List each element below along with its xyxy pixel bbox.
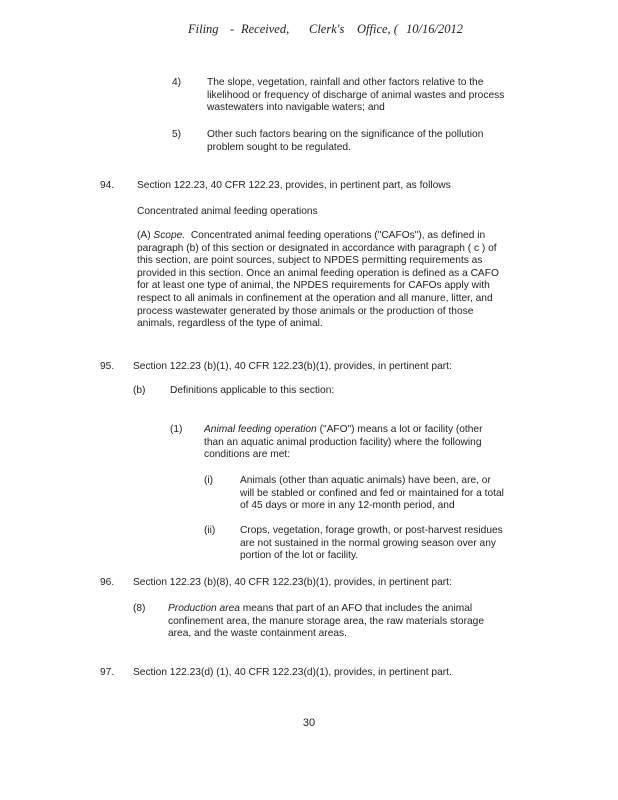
page-number: 30 — [302, 717, 316, 729]
header-dash: - — [230, 22, 235, 36]
paragraph-95-b-text: Definitions applicable to this section: — [170, 385, 335, 396]
list-item-number: 5) — [172, 129, 182, 140]
header-filing: Filing — [188, 22, 219, 36]
paragraph-94-body-line: paragraph (b) of this section or designated in accordance with paragraph ( c ) of — [137, 242, 497, 254]
paragraph-94-subhead: Concentrated animal feeding operations — [137, 206, 318, 217]
header-received: Received, — [241, 22, 290, 36]
paragraph-96-8-line: confinement area, the manure storage area, the raw materials storage — [168, 615, 484, 627]
paragraph-94-body-line: respect to all animals in confinement at the operation and all manure, litter, and — [137, 293, 493, 304]
paragraph-number-95: 95. — [100, 361, 115, 372]
paragraph-94-body-line: provided in this section. Once an animal feeding operation is defined as a CAFO — [137, 267, 499, 279]
paragraph-95-ii-line: are not sustained in the normal growing season over any — [240, 537, 496, 549]
list-item-line: problem sought to be regulated. — [207, 141, 351, 153]
paragraph-95-i-line: will be stabled or confined and fed or maintained for a total — [240, 487, 504, 499]
paragraph-96-8-line: area, and the waste containment areas. — [168, 628, 347, 640]
paragraph-94-body-line: animals, regardless of the type of animal. — [137, 318, 323, 330]
paragraph-95-1-label: (1) — [170, 424, 183, 435]
paragraph-96-8-first: Production area means that part of an AFO that includes the animal — [168, 603, 473, 614]
list-item-line: Other such factors bearing on the significance of the pollution — [207, 129, 484, 140]
header-office: Office, ( — [357, 22, 398, 36]
paragraph-95-ii-label: (ii) — [204, 525, 216, 536]
list-item-line: wastewaters into navigable waters; and — [207, 102, 385, 114]
list-item-line: The slope, vegetation, rainfall and other factors relative to the — [207, 77, 484, 88]
paragraph-95-text: Section 122.23 (b)(1), 40 CFR 122.23(b)(1), provides, in pertinent part: — [133, 361, 452, 372]
list-item-line: likelihood or frequency of discharge of animal wastes and process — [207, 89, 505, 101]
paragraph-number-96: 96. — [100, 577, 115, 588]
list-item-number: 4) — [172, 77, 182, 88]
paragraph-95-ii-line: Crops, vegetation, forage growth, or post-harvest residues — [240, 525, 503, 536]
paragraph-96-text: Section 122.23 (b)(8), 40 CFR 122.23(b)(1), provides, in pertinent part: — [133, 577, 452, 588]
paragraph-94-text: Section 122.23, 40 CFR 122.23, provides, in pertinent part, as follows — [137, 180, 451, 191]
filing-header — [0, 22, 618, 40]
paragraph-95-1-line: conditions are met: — [204, 449, 291, 461]
paragraph-95-1-first: Animal feeding operation ("AFO") means a lot or facility (other — [204, 424, 483, 435]
paragraph-97-text: Section 122.23(d) (1), 40 CFR 122.23(d)(1), provides, in pertinent part. — [133, 667, 452, 678]
paragraph-95-i-line: of 45 days or more in any 12-month period, and — [240, 500, 455, 512]
paragraph-number-94: 94. — [100, 180, 115, 191]
paragraph-94-body-line: this section, are point sources, subject to NPDES permitting requirements as — [137, 255, 483, 267]
paragraph-94-body-line: process wastewater generated by those animals or the production of those — [137, 305, 474, 317]
paragraph-94-body-line: for at least one type of animal, the NPDES requirements for CAFOs apply with — [137, 280, 490, 292]
paragraph-94-body-first: (A) Scope. Concentrated animal feeding operations ("CAFOs"), as defined in — [137, 230, 486, 241]
paragraph-95-i-label: (i) — [204, 475, 214, 486]
paragraph-95-ii-line: portion of the lot or facility. — [240, 550, 359, 562]
paragraph-95-i-line: Animals (other than aquatic animals) have been, are, or — [240, 475, 491, 486]
header-date: 10/16/2012 — [406, 22, 463, 36]
paragraph-number-97: 97. — [100, 667, 115, 678]
paragraph-95-1-line: than an aquatic animal production facility) where the following — [204, 436, 482, 448]
header-clerks: Clerk's — [309, 22, 345, 36]
paragraph-95-b-label: (b) — [133, 385, 146, 396]
paragraph-96-8-label: (8) — [133, 603, 146, 614]
